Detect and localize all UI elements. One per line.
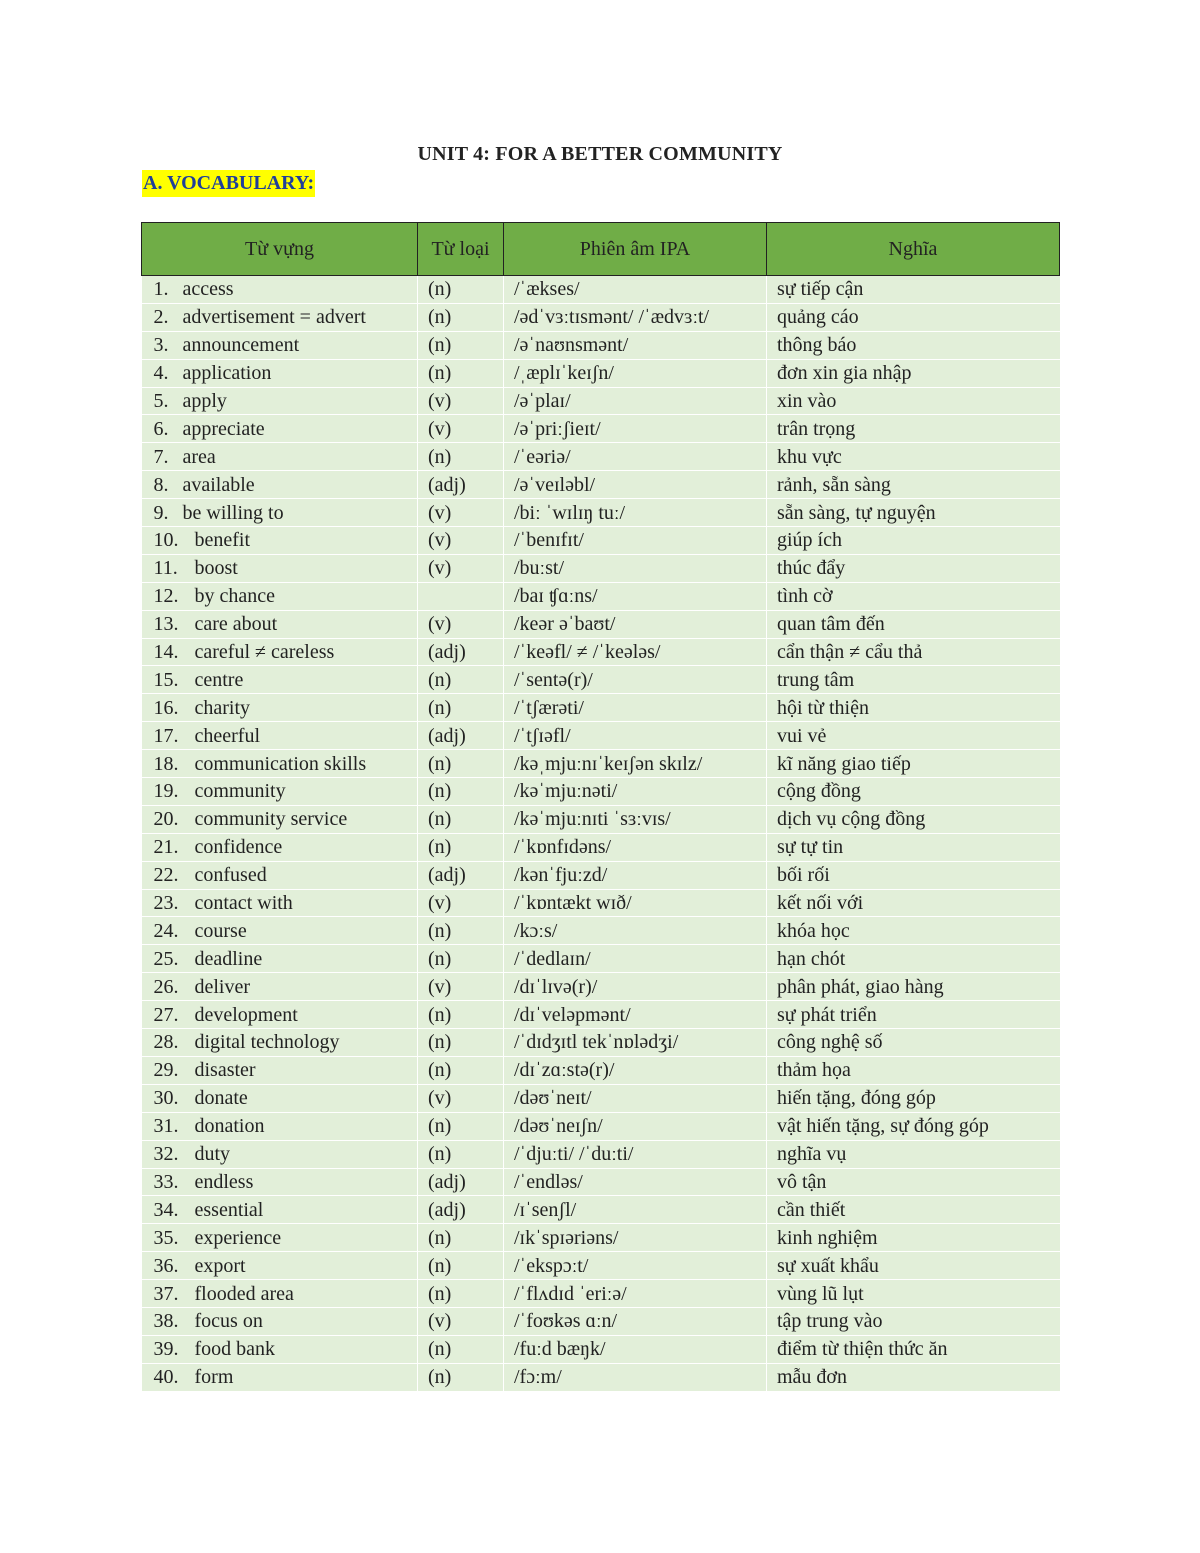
part-of-speech-cell: (n) [418,1029,504,1057]
word-cell [142,694,418,722]
meaning-cell: thúc đẩy [767,554,1060,582]
meaning-cell: cộng đồng [767,778,1060,806]
word-cell [142,387,418,415]
word-cell [142,833,418,861]
word-text: course [194,919,247,942]
word-text: development [194,1003,298,1026]
row-number: 17. [153,724,179,747]
word-text: advertisement = advert [182,306,366,329]
header-part-of-speech: Từ loại [418,223,504,276]
part-of-speech-cell: (v) [418,415,504,443]
word-text: announcement [182,334,300,357]
word-cell [142,750,418,778]
table-row [142,471,1060,499]
word-cell [142,443,418,471]
word-text: charity [194,696,251,719]
meaning-cell: khóa học [767,917,1060,945]
table-row [142,1056,1060,1084]
word-text: access [182,278,234,301]
meaning-cell: sự xuất khẩu [767,1252,1060,1280]
table-row [142,722,1060,750]
row-number: 40. [153,1366,179,1389]
ipa-cell: /dɪˈzɑːstə(r)/ [504,1056,767,1084]
word-cell [142,1112,418,1140]
table-row [142,1112,1060,1140]
table-body [142,276,1060,1392]
meaning-cell: khu vực [767,443,1060,471]
word-cell [142,1084,418,1112]
meaning-cell: hội từ thiện [767,694,1060,722]
ipa-cell: /fɔːm/ [504,1363,767,1391]
word-cell [142,1140,418,1168]
meaning-cell: thảm họa [767,1056,1060,1084]
header-word: Từ vựng [142,223,418,276]
part-of-speech-cell: (n) [418,1280,504,1308]
row-number: 11. [153,557,178,580]
word-cell [142,722,418,750]
ipa-cell: /kəˈmjuːnəti/ [504,778,767,806]
table-row [142,1307,1060,1335]
part-of-speech-cell: (v) [418,499,504,527]
ipa-cell: /əˈveɪləbl/ [504,471,767,499]
ipa-cell: /dɪˈveləpmənt/ [504,1001,767,1029]
row-number: 39. [153,1338,179,1361]
ipa-cell: /ˈdjuːti/ /ˈduːti/ [504,1140,767,1168]
table-row [142,387,1060,415]
ipa-cell: /keər əˈbaʊt/ [504,610,767,638]
part-of-speech-cell: (n) [418,443,504,471]
word-text: benefit [194,529,251,552]
meaning-cell: phân phát, giao hàng [767,973,1060,1001]
row-number: 15. [153,668,179,691]
word-cell [142,1280,418,1308]
ipa-cell: /ˈækses/ [504,276,767,304]
row-number: 35. [153,1226,179,1249]
row-number: 27. [153,1003,179,1026]
part-of-speech-cell: (n) [418,1252,504,1280]
table-row [142,778,1060,806]
word-text: deadline [194,947,263,970]
word-cell [142,415,418,443]
word-text: digital technology [194,1031,340,1054]
word-cell [142,303,418,331]
part-of-speech-cell: (n) [418,945,504,973]
row-number: 28. [153,1031,179,1054]
row-number: 19. [153,780,179,803]
word-text: boost [194,557,238,580]
table-header [142,223,1060,276]
row-number: 13. [153,613,179,636]
meaning-cell: vật hiến tặng, sự đóng góp [767,1112,1060,1140]
part-of-speech-cell: (v) [418,610,504,638]
header-ipa: Phiên âm IPA [504,223,767,276]
part-of-speech-cell: (n) [418,1112,504,1140]
ipa-cell: /biː ˈwɪlɪŋ tuː/ [504,499,767,527]
table-row [142,443,1060,471]
word-cell [142,276,418,304]
word-text: area [182,445,216,468]
ipa-cell: /buːst/ [504,554,767,582]
row-number: 7. [153,445,169,468]
word-text: available [182,473,255,496]
ipa-cell: /ˈsentə(r)/ [504,666,767,694]
part-of-speech-cell: (n) [418,833,504,861]
row-number: 1. [153,278,169,301]
word-cell [142,778,418,806]
part-of-speech-cell: (adj) [418,638,504,666]
ipa-cell: /ˈbenɪfɪt/ [504,527,767,555]
meaning-cell: kết nối với [767,889,1060,917]
part-of-speech-cell: (n) [418,1140,504,1168]
table-row [142,1335,1060,1363]
word-cell [142,805,418,833]
meaning-cell: quảng cáo [767,303,1060,331]
table-row [142,861,1060,889]
row-number: 36. [153,1254,179,1277]
meaning-cell: hiến tặng, đóng góp [767,1084,1060,1112]
row-number: 21. [153,836,179,859]
word-cell [142,527,418,555]
table-row [142,527,1060,555]
meaning-cell: vui vẻ [767,722,1060,750]
part-of-speech-cell: (n) [418,778,504,806]
meaning-cell: thông báo [767,331,1060,359]
word-text: community service [194,808,348,831]
part-of-speech-cell: (n) [418,917,504,945]
part-of-speech-cell: (n) [418,666,504,694]
row-number: 6. [153,417,169,440]
row-number: 38. [153,1310,179,1333]
word-text: communication skills [194,752,367,775]
part-of-speech-cell: (n) [418,303,504,331]
ipa-cell: /ˈdedlaɪn/ [504,945,767,973]
word-cell [142,1029,418,1057]
meaning-cell: sự tiếp cận [767,276,1060,304]
word-cell [142,554,418,582]
row-number: 30. [153,1087,179,1110]
word-text: donate [194,1087,248,1110]
part-of-speech-cell [418,582,504,610]
word-text: donation [194,1115,265,1138]
meaning-cell: vô tận [767,1168,1060,1196]
ipa-cell: /ˈekspɔːt/ [504,1252,767,1280]
ipa-cell: /dəʊˈneɪʃn/ [504,1112,767,1140]
part-of-speech-cell: (n) [418,1001,504,1029]
table-row [142,1363,1060,1391]
word-cell [142,1363,418,1391]
part-of-speech-cell: (n) [418,1335,504,1363]
row-number: 22. [153,864,179,887]
row-number: 37. [153,1282,179,1305]
meaning-cell: giúp ích [767,527,1060,555]
meaning-cell: vùng lũ lụt [767,1280,1060,1308]
ipa-cell: /ədˈvɜːtɪsmənt/ /ˈædvɜːt/ [504,303,767,331]
row-number: 25. [153,947,179,970]
row-number: 24. [153,919,179,942]
word-text: cheerful [194,724,261,747]
table-row [142,1140,1060,1168]
part-of-speech-cell: (adj) [418,1168,504,1196]
meaning-cell: dịch vụ cộng đồng [767,805,1060,833]
word-text: disaster [194,1059,256,1082]
meaning-cell: mẫu đơn [767,1363,1060,1391]
table-row [142,638,1060,666]
word-cell [142,1168,418,1196]
ipa-cell: /ˈtʃærəti/ [504,694,767,722]
table-row [142,276,1060,304]
ipa-cell: /ˌæplɪˈkeɪʃn/ [504,359,767,387]
word-text: experience [194,1226,282,1249]
row-number: 3. [153,334,169,357]
table-row [142,554,1060,582]
word-text: by chance [194,585,276,608]
word-text: food bank [194,1338,276,1361]
table-row [142,1168,1060,1196]
word-cell [142,610,418,638]
meaning-cell: cần thiết [767,1196,1060,1224]
ipa-cell: /əˈpriːʃieɪt/ [504,415,767,443]
meaning-cell: đơn xin gia nhập [767,359,1060,387]
part-of-speech-cell: (adj) [418,471,504,499]
word-text: focus on [194,1310,263,1333]
ipa-cell: /ˈfoʊkəs ɑːn/ [504,1307,767,1335]
word-cell [142,945,418,973]
word-cell [142,359,418,387]
ipa-cell: /ɪkˈspɪəriəns/ [504,1224,767,1252]
meaning-cell: trung tâm [767,666,1060,694]
row-number: 4. [153,362,169,385]
part-of-speech-cell: (n) [418,1224,504,1252]
word-text: care about [194,613,278,636]
meaning-cell: tập trung vào [767,1307,1060,1335]
ipa-cell: /ˈdɪdʒɪtl tekˈnɒlədʒi/ [504,1029,767,1057]
table-row [142,889,1060,917]
word-text: centre [194,668,244,691]
ipa-cell: /kɔːs/ [504,917,767,945]
word-cell [142,471,418,499]
part-of-speech-cell: (n) [418,694,504,722]
word-cell [142,1001,418,1029]
row-number: 34. [153,1198,179,1221]
word-text: duty [194,1143,231,1166]
row-number: 14. [153,641,179,664]
part-of-speech-cell: (n) [418,750,504,778]
row-number: 8. [153,473,169,496]
ipa-cell: /baɪ ʧɑːns/ [504,582,767,610]
row-number: 33. [153,1170,179,1193]
table-row [142,1001,1060,1029]
word-cell [142,1224,418,1252]
ipa-cell: /kəˌmjuːnɪˈkeɪʃən skɪlz/ [504,750,767,778]
part-of-speech-cell: (v) [418,889,504,917]
word-text: export [194,1254,246,1277]
table-row [142,1252,1060,1280]
word-text: confidence [194,836,283,859]
meaning-cell: quan tâm đến [767,610,1060,638]
part-of-speech-cell: (v) [418,1307,504,1335]
ipa-cell: /ˈkɒntækt wɪð/ [504,889,767,917]
meaning-cell: sự phát triển [767,1001,1060,1029]
header-meaning: Nghĩa [767,223,1060,276]
part-of-speech-cell: (v) [418,1084,504,1112]
meaning-cell: xin vào [767,387,1060,415]
meaning-cell: nghĩa vụ [767,1140,1060,1168]
table-row [142,359,1060,387]
table-row [142,1029,1060,1057]
table-row [142,1084,1060,1112]
ipa-cell: /ˈkeəfl/ ≠ /ˈkeələs/ [504,638,767,666]
word-text: endless [194,1170,254,1193]
word-text: confused [194,864,267,887]
word-cell [142,861,418,889]
row-number: 20. [153,808,179,831]
word-text: contact with [194,892,293,915]
ipa-cell: /ˈtʃɪəfl/ [504,722,767,750]
table-row [142,303,1060,331]
meaning-cell: tình cờ [767,582,1060,610]
word-text: application [182,362,272,385]
row-number: 32. [153,1143,179,1166]
word-text: apply [182,390,227,412]
meaning-cell: rảnh, sẵn sàng [767,471,1060,499]
meaning-cell: hạn chót [767,945,1060,973]
word-cell [142,1056,418,1084]
word-cell [142,1196,418,1224]
row-number: 10. [153,529,179,552]
ipa-cell: /dɪˈlɪvə(r)/ [504,973,767,1001]
meaning-cell: cẩn thận ≠ cẩu thả [767,638,1060,666]
table-row [142,1280,1060,1308]
meaning-cell: công nghệ số [767,1029,1060,1057]
part-of-speech-cell: (adj) [418,1196,504,1224]
table-row [142,415,1060,443]
part-of-speech-cell: (v) [418,554,504,582]
table-row [142,1196,1060,1224]
table-row [142,833,1060,861]
table-row [142,694,1060,722]
word-cell [142,331,418,359]
word-text: flooded area [194,1282,294,1305]
row-number: 9. [153,501,169,524]
row-number: 2. [153,306,169,329]
word-cell [142,666,418,694]
ipa-cell: /ˈkɒnfɪdəns/ [504,833,767,861]
table-row [142,917,1060,945]
word-cell [142,917,418,945]
part-of-speech-cell: (n) [418,805,504,833]
part-of-speech-cell: (v) [418,527,504,555]
word-cell [142,582,418,610]
row-number: 5. [153,390,169,412]
ipa-cell: /dəʊˈneɪt/ [504,1084,767,1112]
table-row [142,666,1060,694]
row-number: 12. [153,585,179,608]
meaning-cell: sự tự tin [767,833,1060,861]
table-row [142,973,1060,1001]
table-row [142,582,1060,610]
section-heading-vocabulary: A. VOCABULARY: [142,170,315,197]
ipa-cell: /kənˈfjuːzd/ [504,861,767,889]
meaning-cell: điểm từ thiện thức ăn [767,1335,1060,1363]
word-text: careful ≠ careless [194,641,335,664]
part-of-speech-cell: (v) [418,387,504,415]
ipa-cell: /ɪˈsenʃl/ [504,1196,767,1224]
word-text: deliver [194,975,251,998]
word-text: form [194,1366,234,1389]
word-cell [142,1252,418,1280]
ipa-cell: /ˈeəriə/ [504,443,767,471]
row-number: 23. [153,892,179,915]
part-of-speech-cell: (n) [418,359,504,387]
table-row [142,610,1060,638]
part-of-speech-cell: (n) [418,276,504,304]
row-number: 29. [153,1059,179,1082]
part-of-speech-cell: (n) [418,1056,504,1084]
word-text: be willing to [182,501,284,524]
ipa-cell: /ˈflʌdɪd ˈeriːə/ [504,1280,767,1308]
word-cell [142,1335,418,1363]
row-number: 16. [153,696,179,719]
part-of-speech-cell: (n) [418,331,504,359]
word-cell [142,638,418,666]
meaning-cell: kinh nghiệm [767,1224,1060,1252]
meaning-cell: bối rối [767,861,1060,889]
row-number: 26. [153,975,179,998]
table-row [142,750,1060,778]
word-text: community [194,780,286,803]
row-number: 18. [153,752,179,775]
word-text: essential [194,1198,264,1221]
table-row [142,499,1060,527]
word-cell [142,889,418,917]
ipa-cell: /fuːd bæŋk/ [504,1335,767,1363]
table-row [142,805,1060,833]
meaning-cell: sẵn sàng, tự nguyện [767,499,1060,527]
word-cell [142,1307,418,1335]
meaning-cell: trân trọng [767,415,1060,443]
table-row [142,945,1060,973]
part-of-speech-cell: (adj) [418,722,504,750]
ipa-cell: /əˈnaʊnsmənt/ [504,331,767,359]
ipa-cell: /kəˈmjuːnɪti ˈsɜːvɪs/ [504,805,767,833]
word-cell [142,499,418,527]
vocabulary-table [141,222,1060,1392]
part-of-speech-cell: (adj) [418,861,504,889]
document-title: UNIT 4: FOR A BETTER COMMUNITY [417,143,783,165]
part-of-speech-cell: (n) [418,1363,504,1391]
table-row [142,1224,1060,1252]
meaning-cell: kĩ năng giao tiếp [767,750,1060,778]
word-text: appreciate [182,417,265,440]
table-row [142,331,1060,359]
ipa-cell: /əˈplaɪ/ [504,387,767,415]
word-cell [142,973,418,1001]
row-number: 31. [153,1115,179,1138]
part-of-speech-cell: (v) [418,973,504,1001]
ipa-cell: /ˈendləs/ [504,1168,767,1196]
